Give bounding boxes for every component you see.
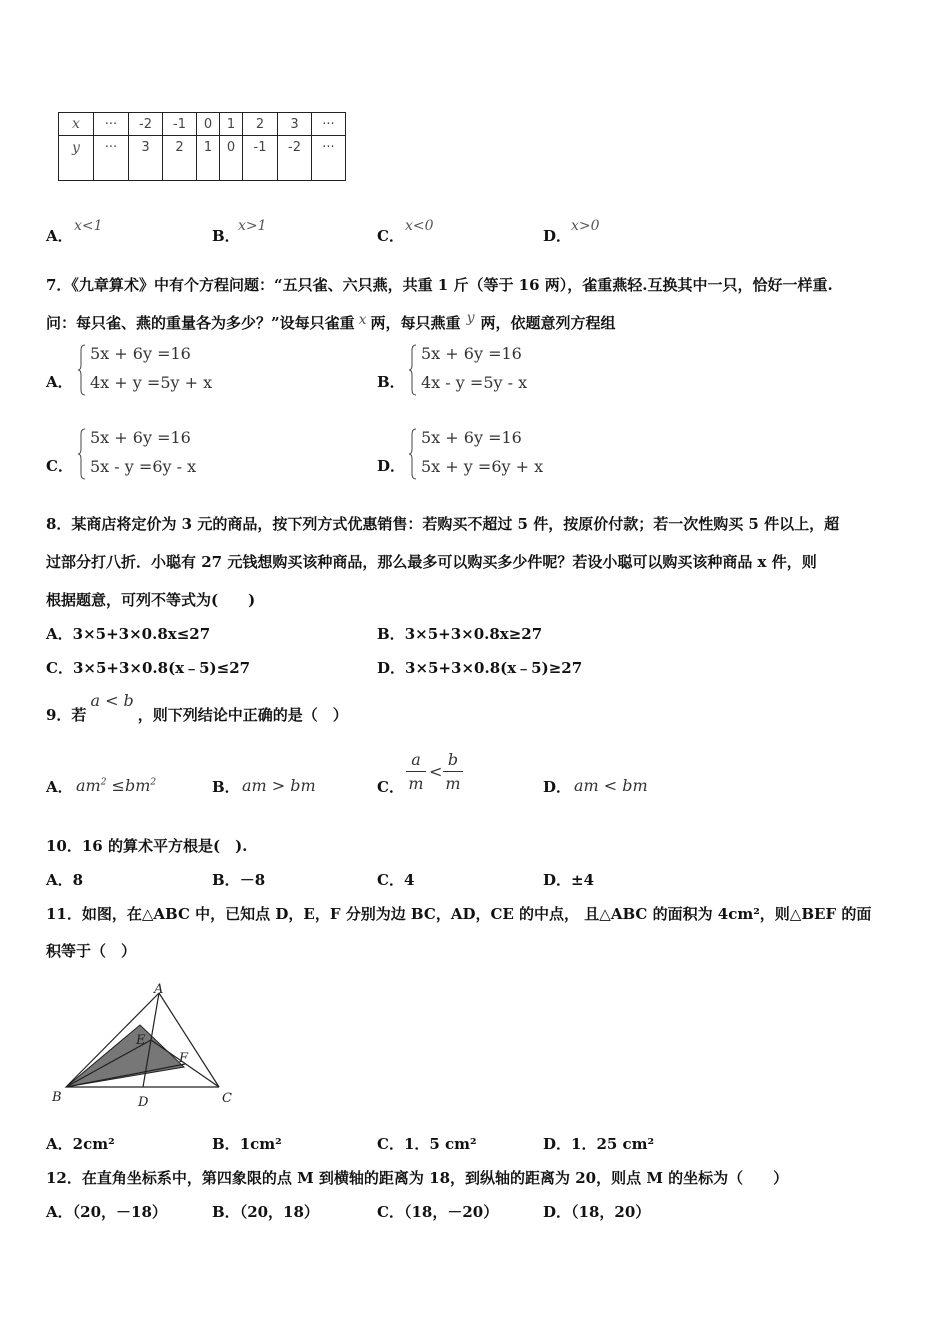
label-f: F <box>179 1051 189 1066</box>
question-stem: 10．16 的算术平方根是( ). <box>46 837 248 855</box>
question-stem: 积等于（ ） <box>46 942 137 960</box>
option-item: D．±4 <box>543 871 595 889</box>
table-cell: 3 <box>129 136 163 181</box>
option-math: x<0 <box>405 218 434 234</box>
brace-icon <box>409 428 417 480</box>
option-item: C．1．5 cm² <box>377 1135 477 1153</box>
triangle-figure <box>46 978 246 1113</box>
equation-line: 5x - y =6y - x <box>90 457 197 476</box>
table-cell: 1 <box>197 136 220 181</box>
option-label: B． <box>377 373 405 391</box>
option-math: x<1 <box>74 218 103 234</box>
question-stem: 根据题意，可列不等式为( ) <box>46 591 256 609</box>
table-cell: ··· <box>312 113 346 136</box>
table-cell: x <box>59 113 94 136</box>
label-a: A <box>154 982 164 997</box>
equation-line: 4x - y =5y - x <box>421 373 528 392</box>
option-label: A． <box>46 227 73 245</box>
option-item: A．8 <box>46 871 84 889</box>
less-than-sign: < <box>429 762 443 781</box>
question-stem: 8．某商店将定价为 3 元的商品，按下列方式优惠销售：若购买不超过 5 件，按原价付款；若一次性购买 5 件以上，超 <box>46 515 840 533</box>
option-label: D． <box>377 457 406 475</box>
table-cell: y <box>59 136 94 181</box>
question-stem: 12．在直角坐标系中，第四象限的点 M 到横轴的距离为 18，到纵轴的距离为 20，则点 M 的坐标为（ ） <box>46 1169 789 1187</box>
option-math: am < bm <box>574 776 648 795</box>
equation-line: 5x + 6y =16 <box>421 428 522 447</box>
option-item: D．3×5+3×0.8(x﹣5)≥27 <box>377 659 583 677</box>
label-c: C <box>222 1091 232 1106</box>
table-cell: ··· <box>312 136 346 181</box>
equation-line: 4x + y =5y + x <box>90 373 213 392</box>
question-stem: 11．如图，在△ABC 中，已知点 D，E，F 分别为边 BC，AD，CE 的中点， 且△ABC 的面积为 4cm²，则△BEF 的面 <box>46 905 872 923</box>
option-label: D． <box>543 778 572 796</box>
option-label: B． <box>212 227 240 245</box>
table-cell: ··· <box>94 113 129 136</box>
equation-line: 5x + y =6y + x <box>421 457 544 476</box>
question-stem: 问：每只雀、燕的重量各为多少？”设每只雀重 x 两，每只燕重 y 两，依题意列方程组 <box>46 310 616 332</box>
option-math: am > bm <box>242 776 316 795</box>
option-label: A． <box>46 373 73 391</box>
option-item: A．2cm² <box>46 1135 115 1153</box>
option-label: D． <box>543 227 572 245</box>
option-item: D．（18，20） <box>543 1203 651 1221</box>
table-cell: -1 <box>163 113 197 136</box>
option-item: B．（20，18） <box>212 1203 319 1221</box>
brace-icon <box>78 344 86 396</box>
table-cell: 0 <box>220 136 243 181</box>
label-e: E <box>136 1033 146 1048</box>
option-label: A． <box>46 778 73 796</box>
question-stem: 过部分打八折．小聪有 27 元钱想购买该种商品，那么最多可以购买多少件呢？若设小聪可以购买该种商品 x 件，则 <box>46 553 817 571</box>
option-label: B． <box>212 778 240 796</box>
option-item: C．3×5+3×0.8(x﹣5)≤27 <box>46 659 251 677</box>
variable-x: x <box>358 312 367 328</box>
option-item: D．1．25 cm² <box>543 1135 655 1153</box>
option-item: A．（20，－18） <box>46 1203 167 1221</box>
equation-line: 5x + 6y =16 <box>90 428 191 447</box>
side-ac <box>159 993 219 1087</box>
option-item: B．－8 <box>212 871 266 889</box>
label-d: D <box>138 1095 149 1110</box>
label-b: B <box>52 1090 62 1105</box>
option-label: C． <box>377 227 404 245</box>
fraction-a-over-m: $\frac{a}{m}$ <box>406 750 426 793</box>
brace-icon <box>409 344 417 396</box>
question-stem: 9．若a < b，则下列结论中正确的是（ ） <box>46 691 348 724</box>
option-item: C．（18，－20） <box>377 1203 499 1221</box>
table-cell: ··· <box>94 136 129 181</box>
option-item: A．3×5+3×0.8x≤27 <box>46 625 211 643</box>
table-cell: -2 <box>129 113 163 136</box>
option-label: C． <box>46 457 73 475</box>
table-cell: -1 <box>243 136 278 181</box>
option-math: x>0 <box>571 218 600 234</box>
equation-line: 5x + 6y =16 <box>90 344 191 363</box>
xy-value-table <box>58 112 346 181</box>
option-item: C．4 <box>377 871 415 889</box>
table-cell: 0 <box>197 113 220 136</box>
option-item: B．3×5+3×0.8x≥27 <box>377 625 543 643</box>
option-label: C． <box>377 778 404 796</box>
table-cell: -2 <box>278 136 312 181</box>
table-cell: 1 <box>220 113 243 136</box>
brace-icon <box>78 428 86 480</box>
fraction-b-over-m: $\frac{b}{m}$ <box>443 750 463 793</box>
question-stem: 7．《九章算术》中有个方程问题：“五只雀、六只燕，共重 1 斤（等于 16 两），雀重燕轻.互换其中一只，恰好一样重. <box>46 276 833 294</box>
table-cell: 3 <box>278 113 312 136</box>
option-math: x>1 <box>238 218 267 234</box>
variable-y: y <box>466 310 475 326</box>
condition-math: a < b <box>90 691 134 710</box>
equation-line: 5x + 6y =16 <box>421 344 522 363</box>
table-cell: 2 <box>243 113 278 136</box>
table-cell: 2 <box>163 136 197 181</box>
option-item: B．1cm² <box>212 1135 282 1153</box>
option-math: $am^2 \le bm^2$ <box>76 776 157 795</box>
